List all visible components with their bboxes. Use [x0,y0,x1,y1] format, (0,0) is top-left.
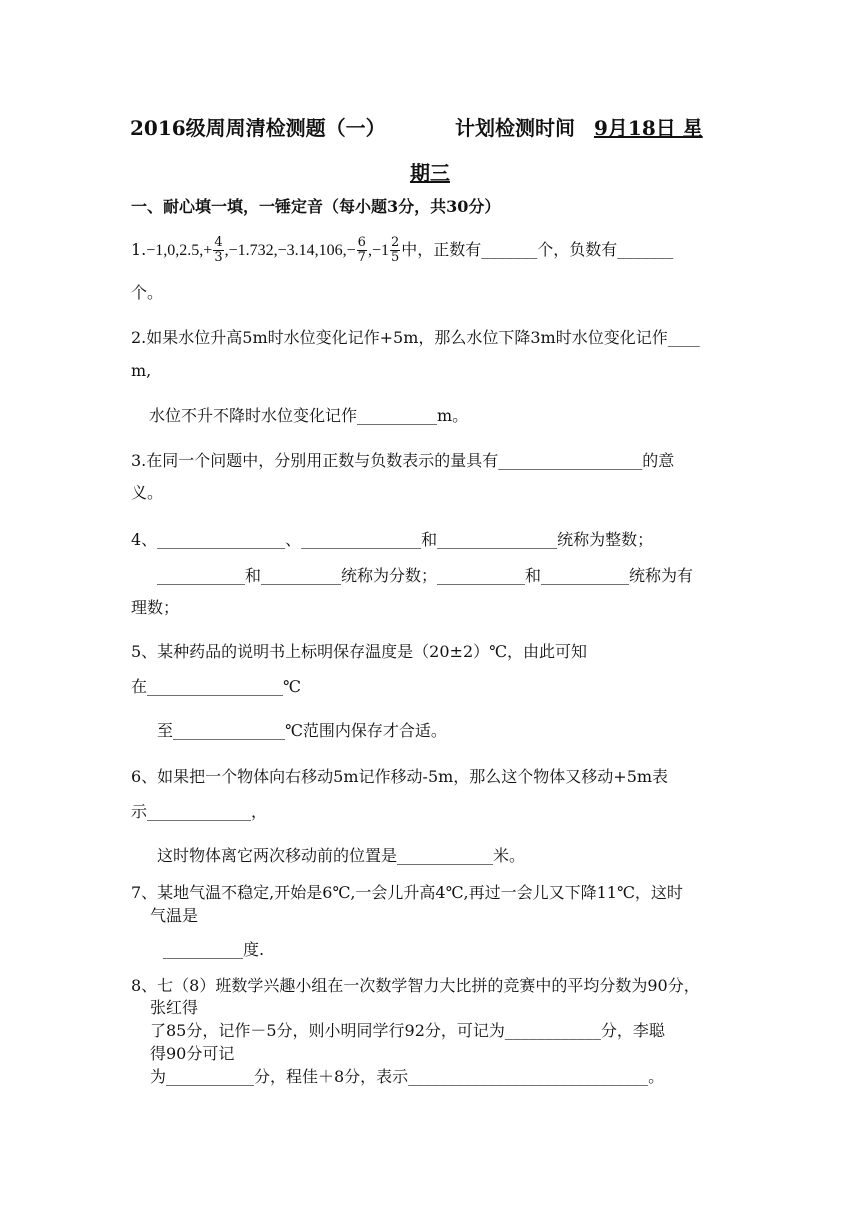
question-6-part-2: 这时物体离它两次移动前的位置是____________米。 [157,846,526,865]
fraction-4-3: $\frac{4}{3}$ [214,235,223,265]
question-1-number: 1. [131,240,147,259]
question-1-continued: 个。 [131,283,164,302]
question-8-line-4: 得90分可记 [150,1044,235,1063]
schedule-date: 9月18日 星 [594,116,703,140]
question-1-numbers-c: ,−1 [367,242,389,259]
question-4-part-2: ___________和__________统称为分数；___________和___________统称为有 [157,566,694,585]
question-2-continued: m, [131,361,152,380]
schedule-label: 计划检测时间 [455,116,575,140]
question-4: 4、________________、_______________和_______________统称为整数； [131,530,654,549]
question-8: 8、七（8）班数学兴趣小组在一次数学智力大比拼的竞赛中的平均分数为90分， [131,976,700,995]
question-8-line-5: 为___________分，程佳＋8分，表示______________________________。 [150,1067,665,1086]
question-6: 6、如果把一个物体向右移动5m记作移动-5m，那么这个物体又移动+5m表 [131,767,669,786]
question-7: 7、某地气温不稳定,开始是6℃,一会儿升高4℃,再过一会儿又下降11℃，这时 [131,883,683,902]
question-6-continued: 示_____________， [131,802,268,821]
page-title: 2016级周周清检测题（一） [130,116,386,140]
question-1-text: 中，正数有_______个，负数有_______ [401,240,674,259]
section-heading: 一、耐心填一填，一锤定音（每小题3分，共30分） [131,197,501,216]
question-2-part-2: 水位不升不降时水位变化记作__________m。 [149,406,469,425]
question-5-part-2: 至______________℃范围内保存才合适。 [157,721,447,740]
question-7-continued: 气温是 [150,906,199,925]
fraction-6-7: $\frac{6}{7}$ [357,235,366,265]
question-1-numbers-b: ,−1.732,−3.14,106,− [224,242,356,259]
question-5-continued: 在_________________℃ [131,677,301,696]
question-1 [131,232,673,269]
question-2: 2.如果水位升高5m时水位变化记作+5m，那么水位下降3m时水位变化记作____ [131,328,700,347]
question-8-continued: 张红得 [150,998,199,1017]
question-4-continued: 理数； [131,598,180,617]
question-1-numbers-a: −1,0,2.5,+ [146,242,213,259]
question-3-continued: 义。 [131,483,164,502]
question-8-line-3: 了85分，记作－5分，则小明同学行92分，可记为____________分，李聪 [150,1021,665,1040]
question-5: 5、某种药品的说明书上标明保存温度是（20±2）℃，由此可知 [131,642,588,661]
fraction-2-5: $\frac{2}{5}$ [390,235,400,265]
question-7-part-2: __________度. [163,940,265,959]
question-3: 3.在同一个问题中，分别用正数与负数表示的量具有__________________的意 [131,451,675,470]
schedule-date-continued: 期三 [410,161,450,185]
